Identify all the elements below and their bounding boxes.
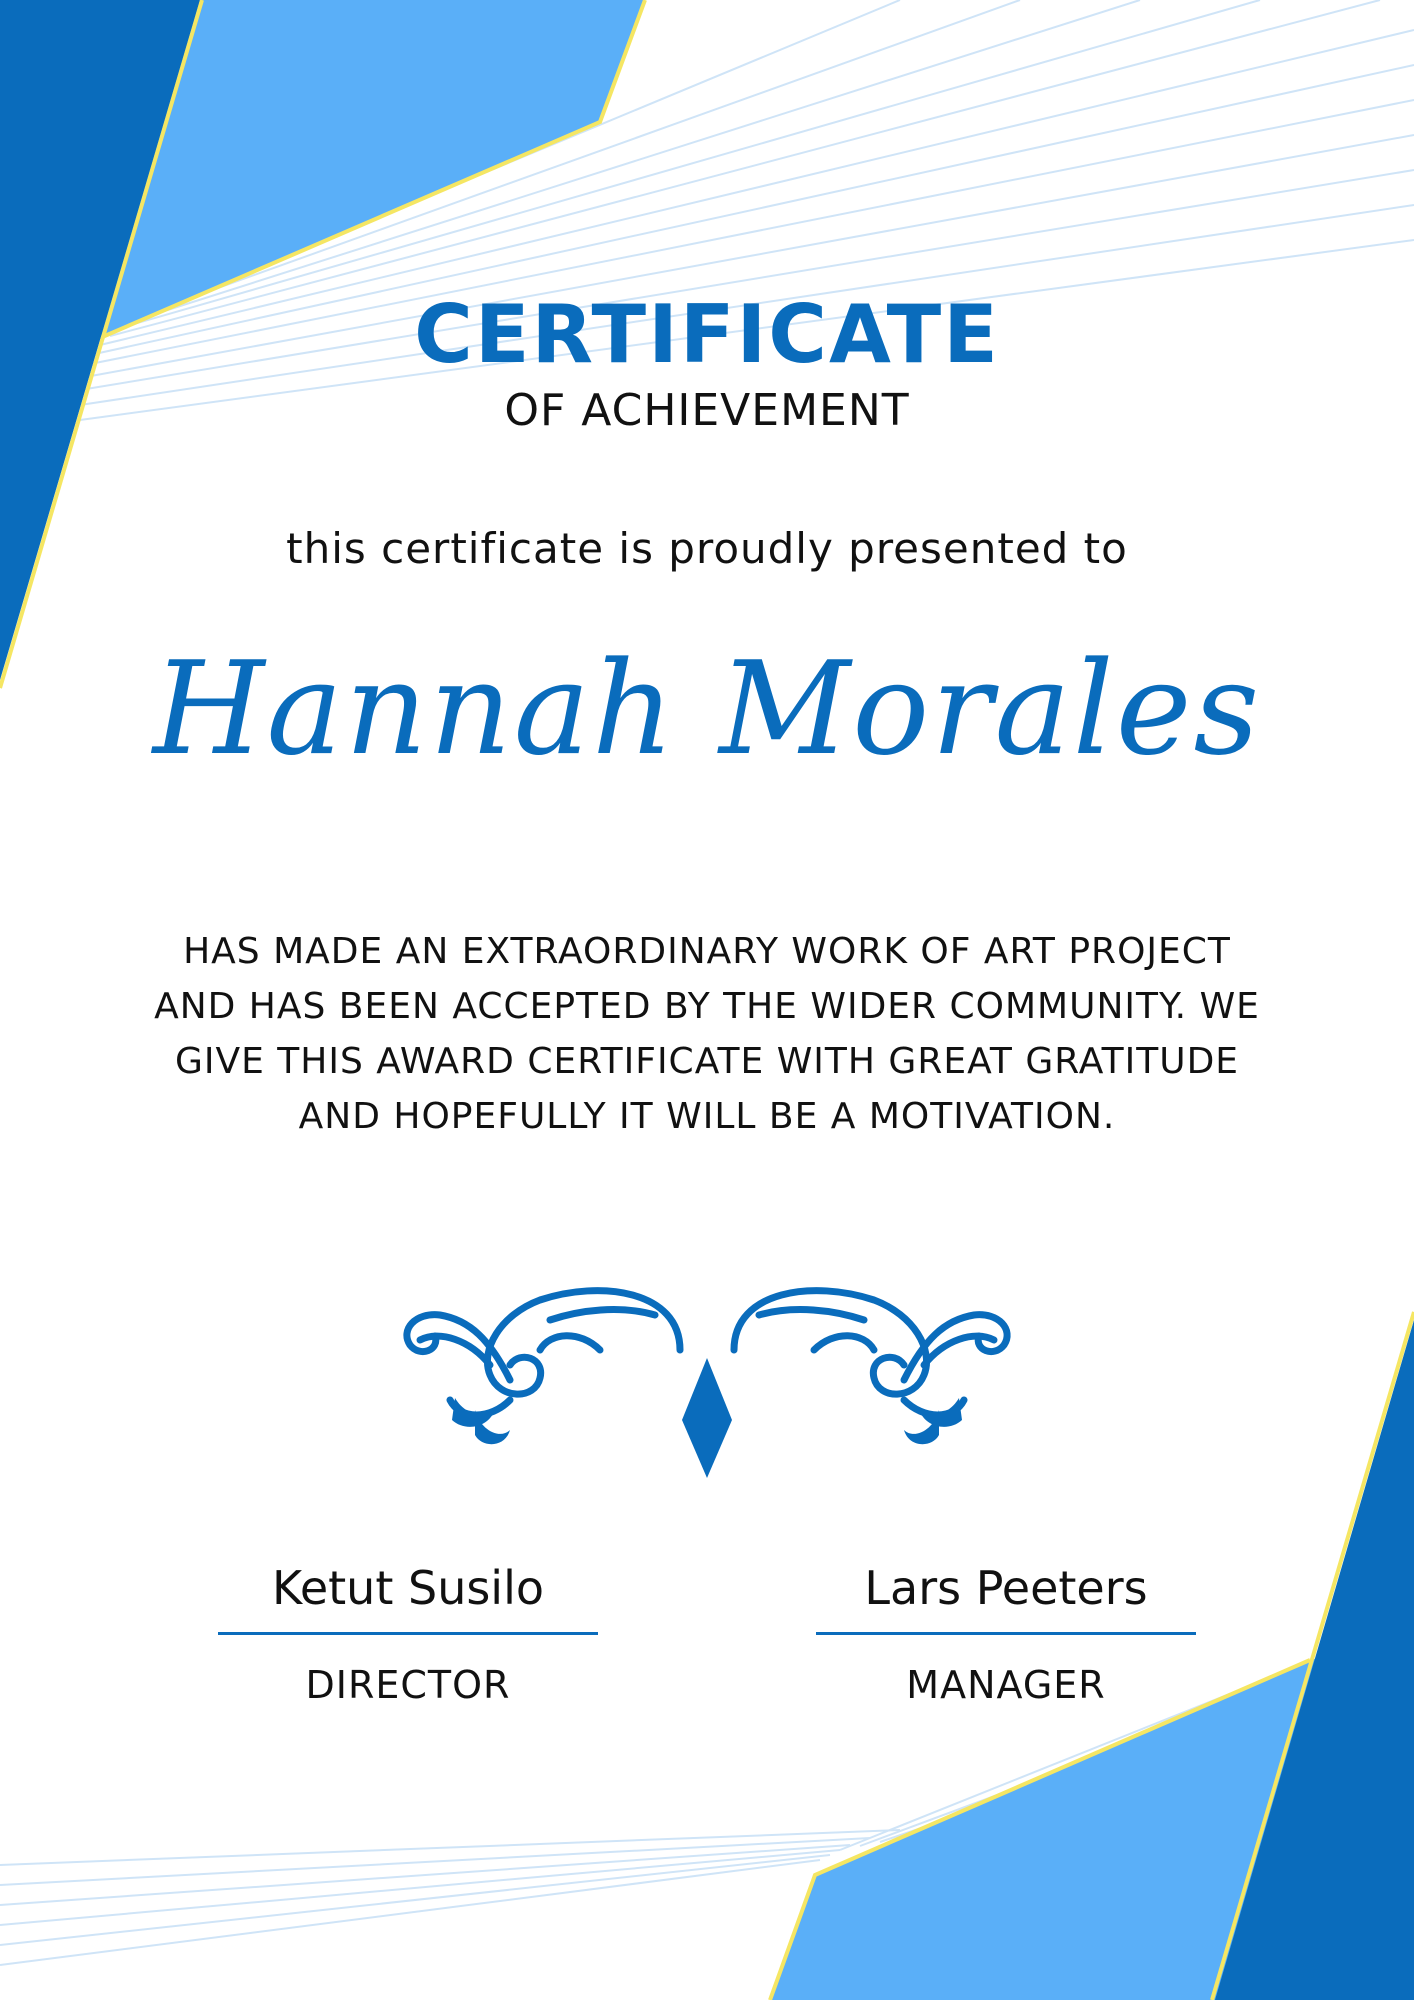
flourish-divider-icon xyxy=(380,1270,1034,1490)
signer-role: MANAGER xyxy=(906,1663,1106,1707)
signer-name: Ketut Susilo xyxy=(271,1561,545,1615)
certificate-title: CERTIFICATE xyxy=(414,288,1000,381)
signer-role: DIRECTOR xyxy=(305,1663,511,1707)
certificate-subtitle: OF ACHIEVEMENT xyxy=(504,385,910,436)
recipient-name: Hannah Morales xyxy=(152,635,1262,784)
signature-line xyxy=(218,1632,598,1635)
signature-line xyxy=(816,1632,1196,1635)
signer-name: Lars Peeters xyxy=(864,1561,1148,1615)
signature-block-director xyxy=(218,1556,598,1715)
signature-block-manager xyxy=(816,1556,1196,1715)
certificate-body: HAS MADE AN EXTRAORDINARY WORK OF ART PROJECT AND HAS BEEN ACCEPTED BY THE WIDER COMMUNITY. WE GIVE THIS AWARD CERTIFICATE WITH GREAT GRATITUDE AND HOPEFULLY IT WILL BE A MOTIVATION. xyxy=(154,931,1260,1137)
presented-line: this certificate is proudly presented to xyxy=(286,524,1128,573)
